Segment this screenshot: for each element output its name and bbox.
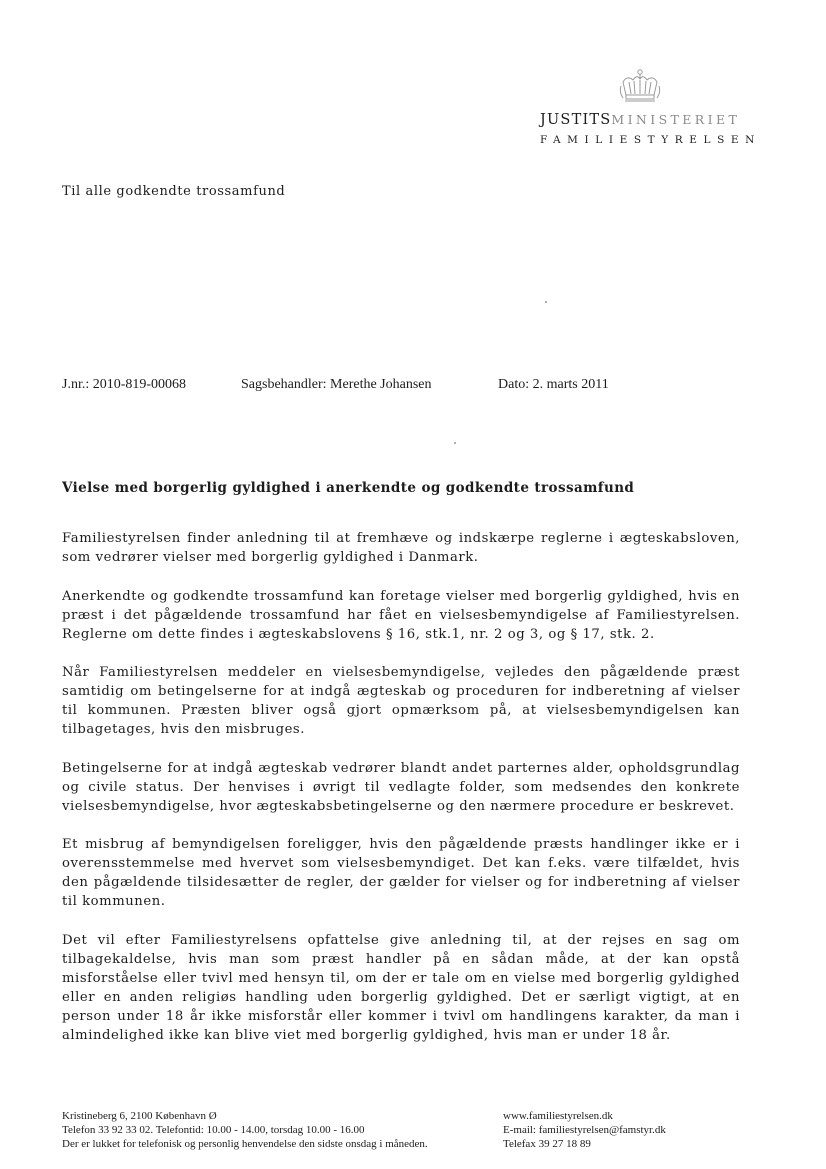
letter-body bbox=[62, 529, 740, 1064]
recipient-line: Til alle godkendte trossamfund bbox=[62, 184, 286, 199]
footer-fax: Telefax 39 27 18 89 bbox=[503, 1138, 591, 1150]
crown-crest-icon bbox=[617, 68, 663, 106]
department-name: FAMILIESTYRELSEN bbox=[540, 134, 761, 146]
footer-closed-note: Der er lukket for telefonisk og personlig henvendelse den sidste onsdag i måneden. bbox=[62, 1138, 428, 1150]
journal-number: J.nr.: 2010-819-00068 bbox=[62, 377, 187, 392]
footer-website: www.familiestyrelsen.dk bbox=[503, 1110, 613, 1122]
body-paragraph: Betingelserne for at indgå ægteskab vedrører blandt andet parternes alder, opholdsgrundlag og civile status. Der henvises i øvrigt til vedlagte folder, som medsendes den konkrete vielsesbemyndigelse, hvor ægteskabsbetingelserne og den nærmere procedure er beskrevet. bbox=[62, 760, 740, 814]
body-paragraph: Anerkendte og godkendte trossamfund kan foretage vielser med borgerlig gyldighed, hvis en præst i det pågældende trossamfund har fået en vielsesbemyndigelse af Familiestyrelsen. Reglerne om dette findes i ægteskabslovens § 16, stk.1, nr. 2 og 3, og § 17, stk. 2. bbox=[62, 588, 740, 642]
ministry-name bbox=[540, 112, 741, 128]
case-handler: Sagsbehandler: Merethe Johansen bbox=[241, 377, 432, 392]
ministry-name-part1: JUSTITS bbox=[540, 112, 612, 128]
ministry-name-part2: MINISTERIET bbox=[611, 112, 741, 127]
scan-speck bbox=[545, 301, 547, 303]
letter-date: Dato: 2. marts 2011 bbox=[498, 377, 609, 392]
letterhead bbox=[540, 112, 761, 146]
footer-phone-hours: Telefon 33 92 33 02. Telefontid: 10.00 - 14.00, torsdag 10.00 - 16.00 bbox=[62, 1124, 365, 1136]
footer-address: Kristineberg 6, 2100 København Ø bbox=[62, 1110, 217, 1122]
body-paragraph: Det vil efter Familiestyrelsens opfattelse give anledning til, at der rejses en sag om tilbagekaldelse, hvis man som præst handler på en sådan måde, at der kan opstå misforståelse eller tvivl med hensyn til, om der er tale om en vielse med borgerlig gyldighed eller en anden religiøs handling uden borgerlig gyldighed. Det er særligt vigtigt, at en person under 18 år ikke misforstår eller kommer i tvivl om handlingens karakter, da man i almindelighed ikke kan blive viet med borgerlig gyldighed, hvis man er under 18 år. bbox=[62, 932, 740, 1043]
body-paragraph: Et misbrug af bemyndigelsen foreligger, hvis den pågældende præsts handlinger ikke er i overensstemmelse med hvervet som vielsesbemyndiget. Det kan f.eks. være tilfældet, hvis den pågældende tilsidesætter de regler, der gælder for vielser og for indberetning af vielser til kommunen. bbox=[62, 837, 740, 909]
scan-speck bbox=[454, 442, 456, 444]
footer-email: E-mail: familiestyrelsen@famstyr.dk bbox=[503, 1124, 666, 1136]
letter-heading: Vielse med borgerlig gyldighed i anerkendte og godkendte trossamfund bbox=[62, 480, 635, 496]
body-paragraph: Når Familiestyrelsen meddeler en vielsesbemyndigelse, vejledes den pågældende præst samtidig om betingelserne for at indgå ægteskab og proceduren for indberetning af vielser til kommunen. Præsten bliver også gjort opmærksom på, at vielsesbemyndigelsen kan tilbagetages, hvis den misbruges. bbox=[62, 665, 740, 737]
footer-contact-left bbox=[62, 1109, 492, 1151]
footer-contact-right bbox=[503, 1109, 743, 1151]
body-paragraph: Familiestyrelsen finder anledning til at fremhæve og indskærpe reglerne i ægteskabsloven, som vedrører vielser med borgerlig gyldighed i Danmark. bbox=[62, 531, 740, 565]
